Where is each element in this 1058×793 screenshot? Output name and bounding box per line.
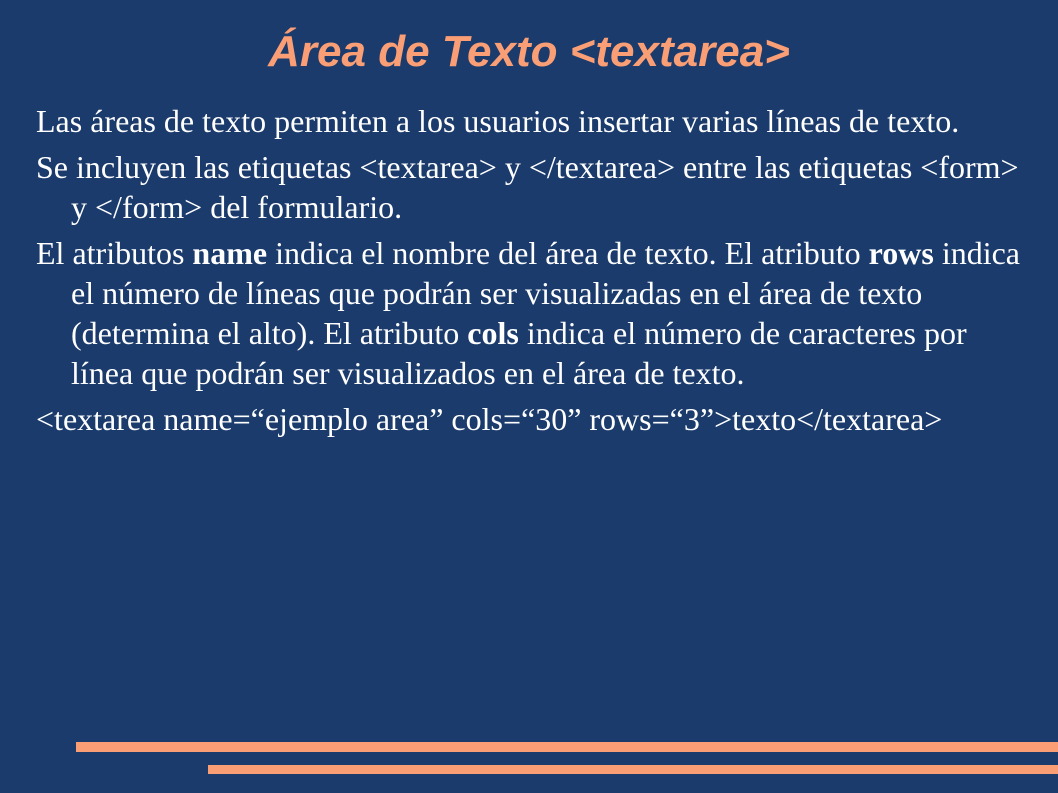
decorative-bar-top — [76, 742, 1058, 752]
attributes-text-3: indica el número de líneas que podrán ser visualizadas en el área de texto (determina el alto). El atributo — [71, 235, 1020, 351]
slide-body — [36, 101, 1036, 445]
paragraph-intro: Las áreas de texto permiten a los usuarios insertar varias líneas de texto. — [36, 103, 960, 139]
attribute-rows-keyword: rows — [868, 235, 934, 271]
slide-title: Área de Texto <textarea> — [268, 27, 790, 76]
attributes-text-2: indica el nombre del área de texto. El atributo — [267, 235, 869, 271]
paragraph-code-example: <textarea name=“ejemplo area” cols=“30” rows=“3”>texto</textarea> — [36, 401, 943, 437]
attributes-text-1: El atributos — [36, 235, 193, 271]
paragraph-attributes — [36, 233, 1036, 393]
attribute-name-keyword: name — [192, 235, 268, 271]
paragraph-tags: Se incluyen las etiquetas <textarea> y </textarea> entre las etiquetas <form> y </form> del formulario. — [36, 149, 1019, 225]
attributes-text-4: indica el número de caracteres por línea que podrán ser visualizados en el área de texto. — [71, 315, 967, 391]
decorative-bar-bottom — [208, 765, 1058, 774]
attribute-cols-keyword: cols — [467, 315, 519, 351]
